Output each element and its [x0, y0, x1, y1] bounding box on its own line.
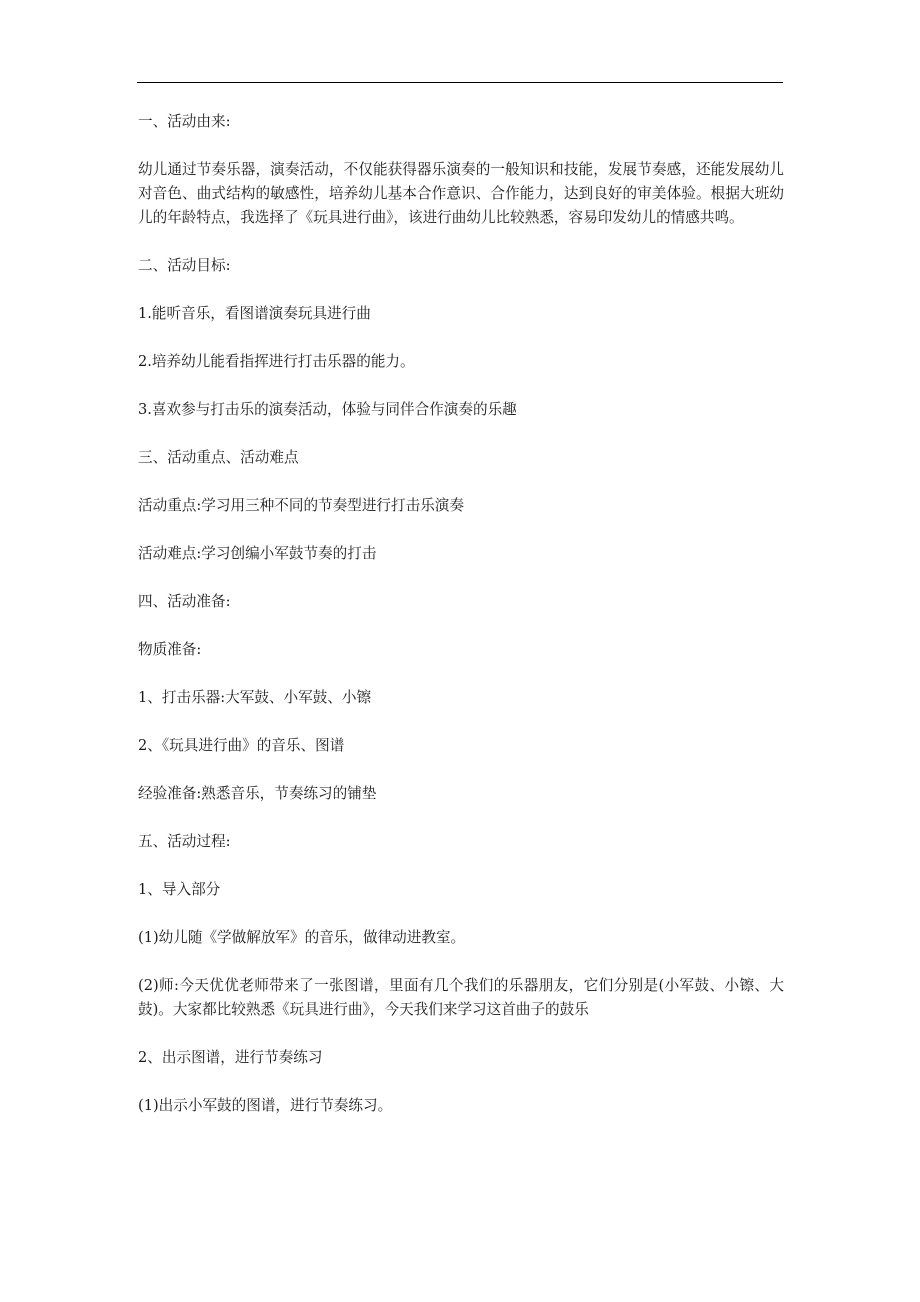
- section-heading-origin: 一、活动由来:: [138, 113, 231, 130]
- material-item-2: 2、《玩具进行曲》的音乐、图谱: [138, 737, 345, 754]
- goal-item-3: 3.喜欢参与打击乐的演奏活动，体验与同伴合作演奏的乐趣: [138, 401, 517, 418]
- process-step-2-sub-1: (1)出示小军鼓的图谱，进行节奏练习。: [138, 1097, 393, 1114]
- goal-item-2: 2.培养幼儿能看指挥进行打击乐器的能力。: [138, 353, 415, 370]
- process-step-1: 1、导入部分: [138, 881, 221, 898]
- material-item-1: 1、打击乐器:大军鼓、小军鼓、小镲: [138, 689, 372, 706]
- document-body: [138, 110, 784, 1142]
- experience-preparation: 经验准备:熟悉音乐，节奏练习的铺垫: [138, 785, 377, 802]
- origin-paragraph: 幼儿通过节奏乐器，演奏活动，不仅能获得器乐演奏的一般知识和技能，发展节奏感，还能发展幼儿对音色、曲式结构的敏感性，培养幼儿基本合作意识、合作能力，达到良好的审美体验。根据大班幼儿的年龄特点，我选择了《玩具进行曲》，该进行曲幼儿比较熟悉，容易印发幼儿的情感共鸣。: [138, 161, 784, 226]
- process-step-1-sub-2: (2)师:今天优优老师带来了一张图谱，里面有几个我们的乐器朋友，它们分别是(小军鼓、小镲、大鼓)。大家都比较熟悉《玩具进行曲》，今天我们来学习这首曲子的鼓乐: [138, 977, 784, 1018]
- process-step-2: 2、出示图谱，进行节奏练习: [138, 1049, 323, 1066]
- header-rule: [137, 82, 783, 83]
- section-heading-goals: 二、活动目标:: [138, 257, 231, 274]
- focus-key-point: 活动重点:学习用三种不同的节奏型进行打击乐演奏: [138, 497, 464, 514]
- goal-item-1: 1.能听音乐，看图谱演奏玩具进行曲: [138, 305, 371, 322]
- material-preparation-label: 物质准备:: [138, 641, 202, 658]
- section-heading-process: 五、活动过程:: [138, 833, 231, 850]
- process-step-1-sub-1: (1)幼儿随《学做解放军》的音乐，做律动进教室。: [138, 929, 466, 946]
- section-heading-preparation: 四、活动准备:: [138, 593, 231, 610]
- focus-difficulty: 活动难点:学习创编小军鼓节奏的打击: [138, 545, 377, 562]
- section-heading-focus: 三、活动重点、活动难点: [138, 449, 299, 466]
